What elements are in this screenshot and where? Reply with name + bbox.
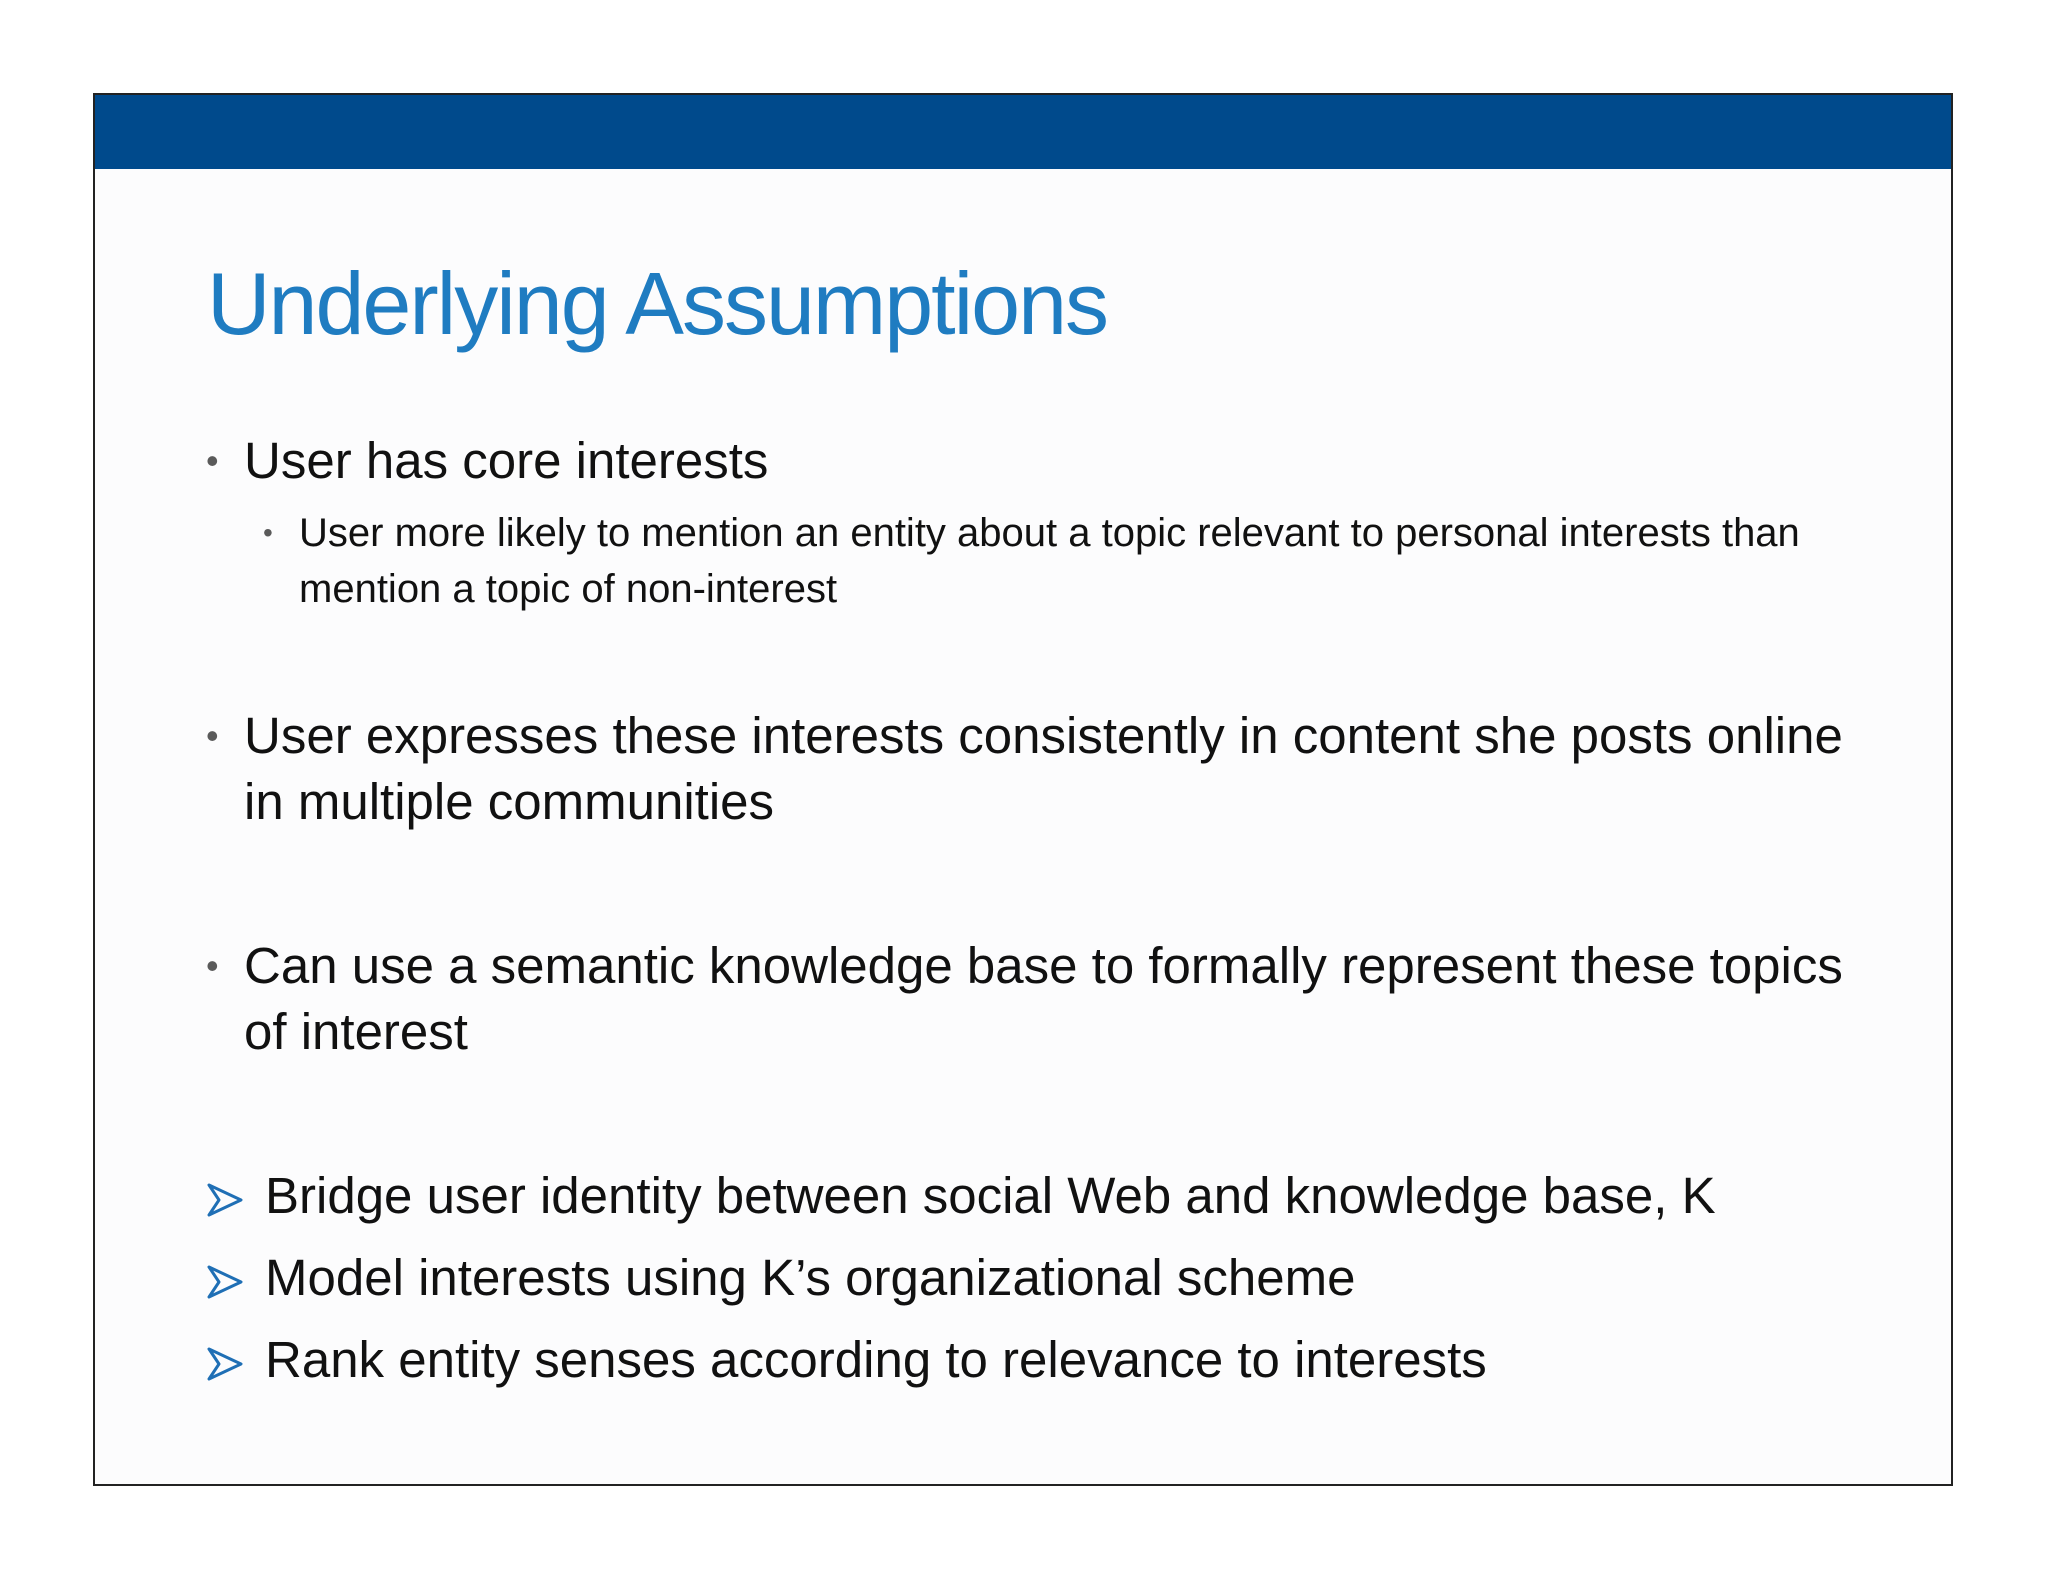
bullet-dot-icon: • — [263, 517, 273, 548]
bullet-text: Can use a semantic knowledge base to formally represent these topics of interest — [244, 937, 1843, 1060]
bullet-item — [206, 703, 1884, 835]
header-band — [95, 95, 1951, 169]
bullet-item — [206, 428, 1884, 494]
arrowhead-right-icon — [207, 1347, 265, 1381]
arrow-item — [207, 1245, 1355, 1311]
slide — [93, 93, 1953, 1486]
slide-title: Underlying Assumptions — [207, 254, 1108, 353]
bullet-dot-icon: • — [206, 715, 219, 756]
bullet-text: User expresses these interests consistently in content she posts online in multiple communities — [244, 707, 1843, 830]
bullet-item — [206, 933, 1884, 1065]
sub-bullet-item — [263, 505, 1899, 617]
bullet-dot-icon: • — [206, 945, 219, 986]
arrow-item-text: Rank entity senses according to relevance to interests — [265, 1331, 1487, 1388]
arrowhead-right-icon — [207, 1265, 265, 1299]
bullet-dot-icon: • — [206, 440, 219, 481]
arrow-item-text: Model interests using K’s organizational scheme — [265, 1249, 1356, 1306]
arrowhead-right-icon — [207, 1183, 265, 1217]
arrow-item — [207, 1163, 1716, 1229]
sub-bullet-text: User more likely to mention an entity about a topic relevant to personal interests than mention a topic of non-interest — [299, 511, 1800, 611]
arrow-item-text: Bridge user identity between social Web and knowledge base, K — [265, 1167, 1716, 1224]
bullet-text: User has core interests — [244, 432, 769, 489]
arrow-item — [207, 1327, 1487, 1393]
